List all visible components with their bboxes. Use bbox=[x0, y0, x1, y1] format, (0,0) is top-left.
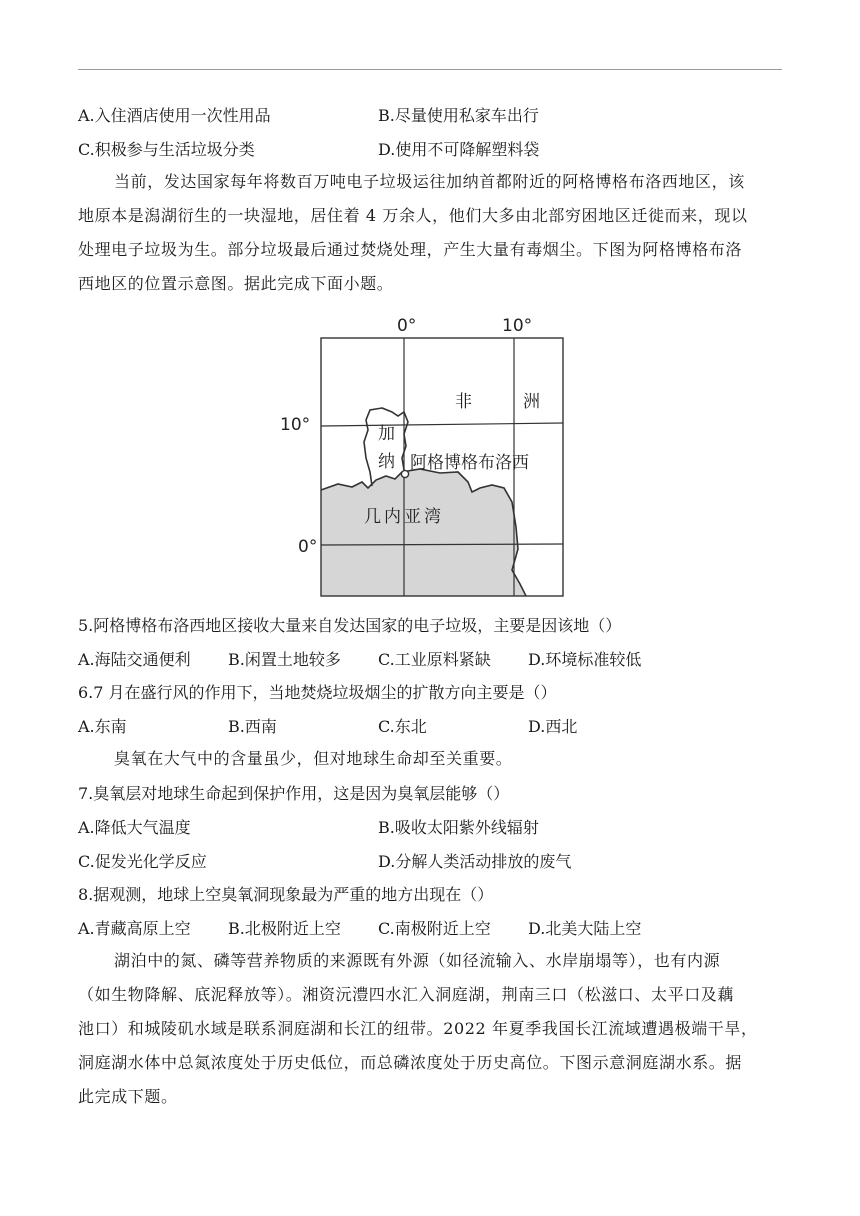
q5-option-c[interactable]: C.工业原料紧缺 bbox=[378, 650, 491, 669]
passage-ozone bbox=[78, 742, 784, 776]
q8-option-a[interactable]: A.青藏高原上空 bbox=[78, 919, 191, 938]
q5-option-b[interactable]: B.闲置土地较多 bbox=[228, 650, 341, 669]
ocean-area bbox=[321, 469, 526, 596]
passage-line: 臭氧在大气中的含量虽少，但对地球生命却至关重要。 bbox=[114, 749, 513, 768]
location-map bbox=[280, 312, 590, 607]
parallel-10 bbox=[321, 423, 563, 426]
q8-stem: 8.据观测，地球上空臭氧洞现象最为严重的地方出现在（） bbox=[78, 885, 494, 904]
q6-option-b[interactable]: B.西南 bbox=[228, 717, 277, 736]
q4-option-c[interactable]: C.积极参与生活垃圾分类 bbox=[78, 140, 255, 159]
lat-label-10: 10° bbox=[280, 415, 311, 435]
q8-option-d[interactable]: D.北美大陆上空 bbox=[528, 919, 642, 938]
ghana-label-2: 纳 bbox=[378, 452, 395, 472]
passage-line: 西地区的位置示意图。据此完成下面小题。 bbox=[78, 274, 394, 293]
africa-label-1: 非 bbox=[455, 392, 472, 412]
lat-label-0: 0° bbox=[298, 537, 318, 557]
site-label: 阿格博格布洛西 bbox=[410, 453, 529, 473]
q7-option-b[interactable]: B.吸收太阳紫外线辐射 bbox=[378, 818, 539, 837]
passage-line: 此完成下题。 bbox=[78, 1087, 178, 1106]
q5-option-d[interactable]: D.环境标准较低 bbox=[528, 650, 642, 669]
lon-label-0: 0° bbox=[397, 316, 417, 336]
africa-label-2: 洲 bbox=[523, 392, 540, 412]
location-map-svg bbox=[280, 312, 590, 607]
q6-option-a[interactable]: A.东南 bbox=[78, 717, 127, 736]
passage-line: 地原本是潟湖衍生的一块湿地，居住着 4 万余人，他们大多由北部穷困地区迁徙而来，现以 bbox=[78, 206, 748, 225]
gulf-label: 几内亚湾 bbox=[364, 507, 444, 527]
passage-line: 当前，发达国家每年将数百万吨电子垃圾运往加纳首都附近的阿格博格布洛西地区，该 bbox=[114, 172, 745, 191]
q7-option-c[interactable]: C.促发光化学反应 bbox=[78, 852, 207, 871]
q7-option-d[interactable]: D.分解人类活动排放的废气 bbox=[378, 852, 572, 871]
q8-option-b[interactable]: B.北极附近上空 bbox=[228, 919, 341, 938]
q6-stem: 6.7 月在盛行风的作用下，当地焚烧垃圾烟尘的扩散方向主要是（） bbox=[78, 683, 557, 702]
q4-option-d[interactable]: D.使用不可降解塑料袋 bbox=[378, 140, 540, 159]
q8-option-c[interactable]: C.南极附近上空 bbox=[378, 919, 491, 938]
passage-line: 湖泊中的氮、磷等营养物质的来源既有外源（如径流输入、水岸崩塌等），也有内源 bbox=[114, 951, 721, 970]
passage-line: 池口）和城陵矶水域是联系洞庭湖和长江的纽带。2022 年夏季我国长江流域遭遇极端干旱， bbox=[78, 1019, 758, 1038]
header-rule bbox=[78, 69, 782, 70]
passage-agbogbloshie bbox=[78, 165, 784, 301]
q5-option-a[interactable]: A.海陆交通便利 bbox=[78, 650, 191, 669]
passage-line: 洞庭湖水体中总氮浓度处于历史低位，而总磷浓度处于历史高位。下图示意洞庭湖水系。据 bbox=[78, 1053, 743, 1072]
q4-option-b[interactable]: B.尽量使用私家车出行 bbox=[378, 106, 539, 125]
lon-label-10: 10° bbox=[502, 316, 533, 336]
ghana-label-1: 加 bbox=[378, 424, 395, 444]
q6-option-c[interactable]: C.东北 bbox=[378, 717, 427, 736]
q7-stem: 7.臭氧层对地球生命起到保护作用，这是因为臭氧层能够（） bbox=[78, 784, 510, 803]
q7-option-a[interactable]: A.降低大气温度 bbox=[78, 818, 191, 837]
q4-option-a[interactable]: A.入住酒店使用一次性用品 bbox=[78, 106, 271, 125]
passage-dongting bbox=[78, 944, 784, 1114]
q6-option-d[interactable]: D.西北 bbox=[528, 717, 578, 736]
q5-stem: 5.阿格博格布洛西地区接收大量来自发达国家的电子垃圾，主要是因该地（） bbox=[78, 616, 622, 635]
passage-line: 处理电子垃圾为生。部分垃圾最后通过焚烧处理，产生大量有毒烟尘。下图为阿格博格布洛 bbox=[78, 240, 743, 259]
site-marker bbox=[401, 470, 408, 477]
passage-line: （如生物降解、底泥释放等）。湘资沅澧四水汇入洞庭湖，荆南三口（松滋口、太平口及藕 bbox=[78, 985, 735, 1004]
